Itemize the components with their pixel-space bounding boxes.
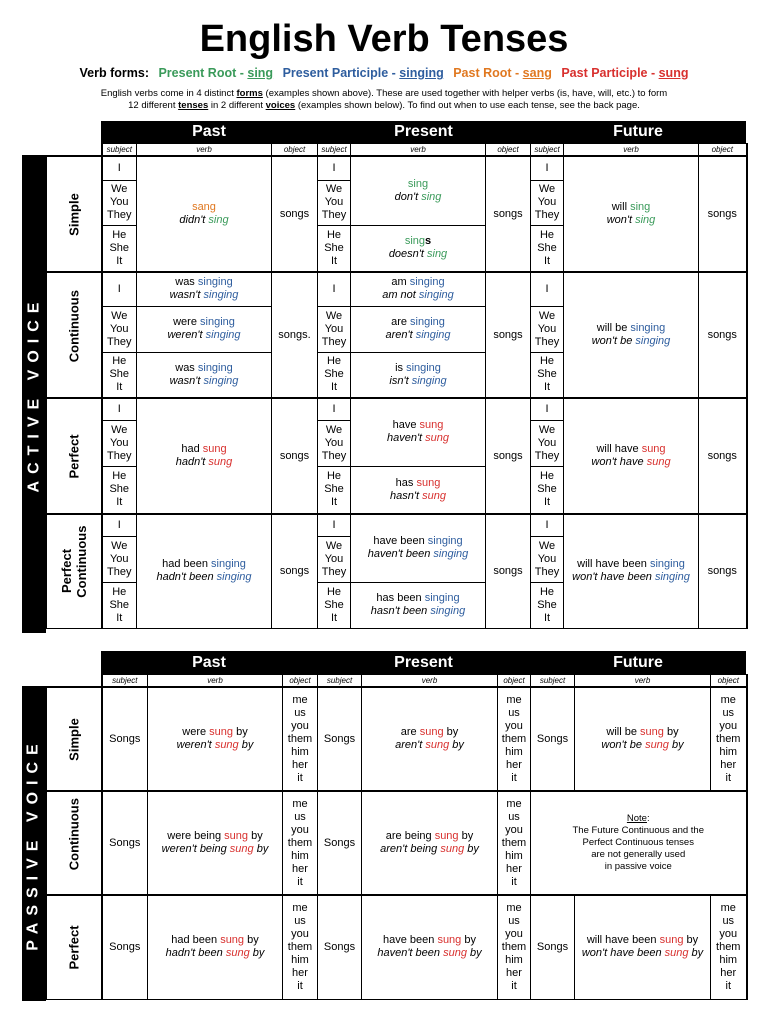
passive-header-future: Future [613, 653, 663, 671]
header-past: Past [192, 123, 226, 140]
group-perfect: Perfect [47, 398, 102, 514]
passive-header-past: Past [192, 653, 226, 671]
verb-forms-legend [0, 66, 768, 80]
active-voice-table: subject verb object subject verb object subject verb object Simple I sang didn't sing songs I sing don't sing songs I will sing won't sing songs We You They We You They We You They He She It He She It sings doesn't sing He She It Continuous I was singing wasn't singing songs. I am singing am not singing songs I will be singing won't be singing songs We You They were singing weren't singing We You They are singing aren't singing We You They He She It was singing wasn't singing He She It is singing isn't singing He She It Perfect I had sung hadn't sung songs I have sung haven't sung songs I will have sung won't have sung songs We You They We You They We You They He She It He She It has sung hasn't sung He She It Perfect Continuous I had been singing hadn't been singing songs I have been singing haven't been singing songs I will have been singing won't have been singing songs We You They We You They We You They He She It He She It has been singing hasn't been singing He She It [46, 143, 748, 629]
past-simple-verb: sang didn't sing [137, 156, 272, 272]
group-perfect-continuous: Perfect Continuous [47, 514, 102, 628]
passive-voice-label: PASSIVE VOICE [22, 686, 46, 1001]
passive-tense-header [101, 651, 746, 674]
group-simple: Simple [47, 156, 102, 272]
passive-group-perfect: Perfect [47, 895, 102, 999]
passive-group-continuous: Continuous [47, 791, 102, 895]
future-simple-verb: will sing won't sing [564, 156, 699, 272]
present-participle-form: Present Participle - singing [282, 66, 444, 80]
header-future: Future [613, 123, 663, 140]
passive-header-present: Present [394, 653, 453, 671]
past-root-form: Past Root - sang [453, 66, 552, 80]
present-root-form: Present Root - sing [158, 66, 274, 80]
header-present: Present [394, 123, 453, 140]
future-continuous-note: Note: The Future Continuous and the Perfect Continuous tenses are not generally used in passive voice [531, 791, 747, 895]
intro-text: English verbs come in 4 distinct forms (examples shown above). These are used together with helper verbs (is, have, will, etc.) to form 12 different tenses in 2 different voices (examples shown below). To find out when to use each tense, see the back page. [100, 88, 668, 111]
present-simple-verb: sing don't sing [351, 156, 486, 225]
group-continuous: Continuous [47, 272, 102, 398]
active-tense-header [101, 121, 746, 143]
passive-voice-table: subject verb object subject verb object subject verb object Simple Songs were sung by weren't sung by me us you them him her it Songs are sung by aren't sung by me us you them him her it Songs will be sung by won't be sung by me us you them him her it Continuous Songs were being sung by weren't being sung by me us you them him her it Songs are being sung by aren't being sung by me us you them him her it Note: The Future Continuous and the Perfect Continuous tenses are not generally used in passive voice Perfect Songs had been sung by hadn't been sung by me us you them him her it Songs have been sung by haven't been sung by me us you them him her it Songs will have been sung by won't have been sung by me us you them him her it [46, 674, 748, 1000]
page-title: English Verb Tenses [199, 18, 569, 60]
active-voice-label: ACTIVE VOICE [22, 155, 46, 633]
passive-group-simple: Simple [47, 687, 102, 791]
verb-forms-label: Verb forms: [79, 66, 149, 80]
past-participle-form: Past Participle - sung [561, 66, 689, 80]
